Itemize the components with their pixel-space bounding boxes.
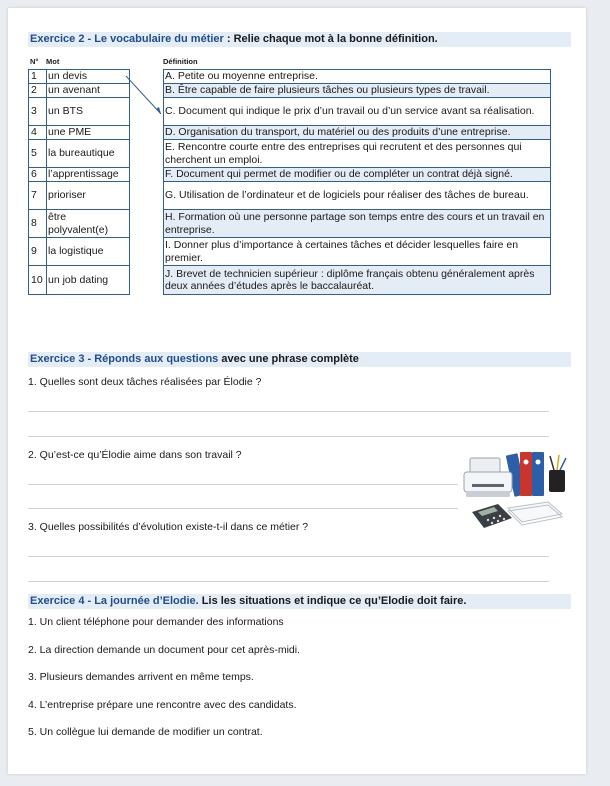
word-number: 8 — [29, 210, 47, 238]
word-row — [29, 126, 130, 140]
word-term[interactable]: une PME — [47, 126, 130, 140]
exercise-4-title-label: Exercice 4 - La journée d’Elodie. — [30, 595, 199, 607]
definition-row — [164, 70, 551, 84]
answer-line — [28, 556, 549, 557]
definition-row — [164, 84, 551, 98]
word-term[interactable]: la logistique — [47, 238, 130, 266]
answer-line — [28, 436, 549, 437]
calculator-icon — [472, 504, 512, 528]
definition-row — [164, 266, 551, 295]
word-term[interactable]: un devis — [47, 70, 130, 84]
word-number: 1 — [29, 70, 47, 84]
answer-line — [28, 581, 549, 582]
definition-text[interactable]: C. Document qui indique le prix d’un travail ou d’un service avant sa réalisation. — [164, 98, 551, 126]
pen-holder-icon — [549, 455, 566, 492]
exercise-4-title-instruction: Lis les situations et indique ce qu’Elodie doit faire. — [198, 595, 467, 607]
column-header-definition: Définition — [163, 57, 198, 66]
definition-row — [164, 168, 551, 182]
word-term[interactable]: être polyvalent(e) — [47, 210, 130, 238]
definition-row — [164, 210, 551, 238]
word-term[interactable]: prioriser — [47, 182, 130, 210]
word-term[interactable]: un avenant — [47, 84, 130, 98]
answer-line — [28, 508, 458, 509]
definition-row — [164, 126, 551, 140]
definition-text[interactable]: H. Formation où une personne partage son temps entre des cours et un travail en entreprise. — [164, 210, 551, 238]
situation-4: 4. L’entreprise prépare une rencontre avec des candidats. — [28, 699, 297, 711]
answer-line — [28, 411, 549, 412]
word-row — [29, 238, 130, 266]
word-term[interactable]: la bureautique — [47, 140, 130, 168]
word-number: 4 — [29, 126, 47, 140]
definition-text[interactable]: F. Document qui permet de modifier ou de compléter un contrat déjà signé. — [164, 168, 551, 182]
word-term[interactable]: un job dating — [47, 266, 130, 295]
exercise-3-title — [28, 352, 571, 367]
word-number: 5 — [29, 140, 47, 168]
word-row — [29, 266, 130, 295]
word-number: 7 — [29, 182, 47, 210]
definition-row — [164, 182, 551, 210]
word-number: 9 — [29, 238, 47, 266]
exercise-2-title-label: Exercice 2 - Le vocabulaire du métier — [30, 33, 224, 45]
word-row — [29, 98, 130, 126]
exercise-3-title-instruction: avec une phrase complète — [218, 353, 359, 365]
situation-1: 1. Un client téléphone pour demander des informations — [28, 616, 284, 628]
word-row — [29, 140, 130, 168]
definition-text[interactable]: J. Brevet de technicien supérieur : diplôme français obtenu généralement après deux années d’études après le baccalauréat. — [164, 266, 551, 295]
column-header-num: N° — [30, 57, 39, 66]
question-3: 3. Quelles possibilités d’évolution existe-t-il dans ce métier ? — [28, 521, 309, 533]
word-term[interactable]: l’apprentissage — [47, 168, 130, 182]
exercise-3-title-label: Exercice 3 - Réponds aux questions — [30, 353, 219, 365]
definition-row — [164, 98, 551, 126]
words-table — [28, 69, 130, 295]
worksheet-page — [8, 8, 586, 774]
column-header-mot: Mot — [46, 57, 60, 66]
question-1: 1. Quelles sont deux tâches réalisées par Élodie ? — [28, 376, 262, 388]
word-row — [29, 210, 130, 238]
definition-text[interactable]: G. Utilisation de l’ordinateur et de logiciels pour réaliser des tâches de bureau. — [164, 182, 551, 210]
exercise-2-title-instruction: : Relie chaque mot à la bonne définition. — [223, 33, 438, 45]
definitions-table — [163, 69, 551, 295]
exercise-2-title — [28, 32, 571, 47]
definition-text[interactable]: I. Donner plus d’importance à certaines tâches et décider lesquelles faire en premier. — [164, 238, 551, 266]
question-2: 2. Qu’est-ce qu’Élodie aime dans son travail ? — [28, 449, 242, 461]
definition-text[interactable]: E. Rencontre courte entre des entreprises qui recrutent et des personnes qui cherchent un emploi. — [164, 140, 551, 168]
situation-5: 5. Un collègue lui demande de modifier un contrat. — [28, 726, 263, 738]
word-row — [29, 70, 130, 84]
definition-text[interactable]: D. Organisation du transport, du matériel ou des produits d’une entreprise. — [164, 126, 551, 140]
word-row — [29, 182, 130, 210]
word-number: 2 — [29, 84, 47, 98]
answer-line — [28, 484, 458, 485]
definition-row — [164, 238, 551, 266]
word-row — [29, 84, 130, 98]
situation-2: 2. La direction demande un document pour cet après-midi. — [28, 644, 300, 656]
word-number: 6 — [29, 168, 47, 182]
office-supplies-illustration — [462, 448, 570, 532]
exercise-4-title — [28, 594, 571, 609]
word-term[interactable]: un BTS — [47, 98, 130, 126]
definition-text[interactable]: A. Petite ou moyenne entreprise. — [164, 70, 551, 84]
word-number: 3 — [29, 98, 47, 126]
printer-icon — [464, 458, 512, 497]
word-row — [29, 168, 130, 182]
definition-text[interactable]: B. Être capable de faire plusieurs tâches ou plusieurs types de travail. — [164, 84, 551, 98]
definition-row — [164, 140, 551, 168]
word-number: 10 — [29, 266, 47, 295]
paper-stack-icon — [508, 502, 562, 525]
situation-3: 3. Plusieurs demandes arrivent en même temps. — [28, 671, 254, 683]
